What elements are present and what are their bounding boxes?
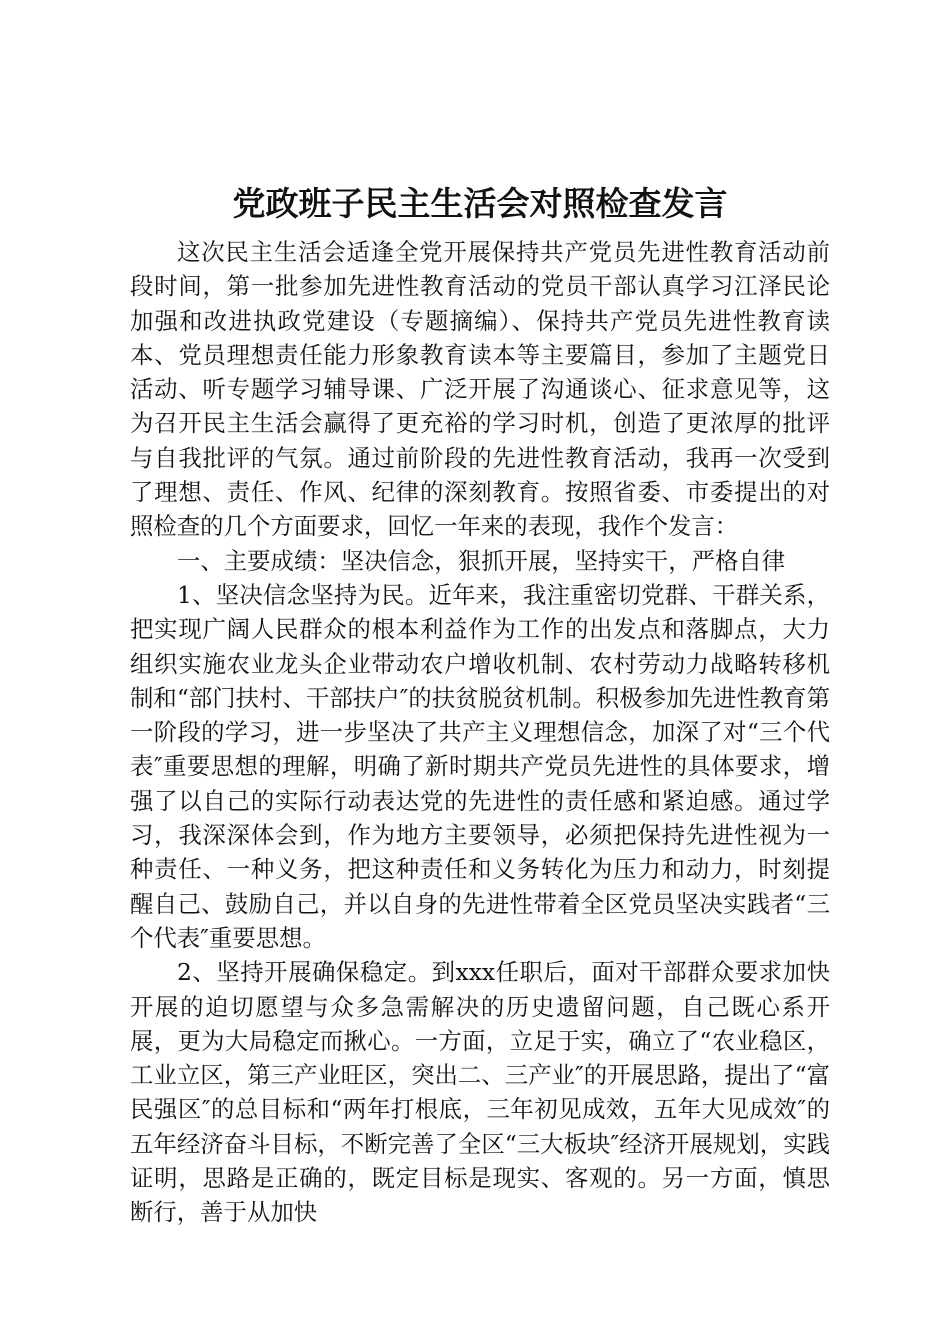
paragraph-point-1: 1、坚决信念坚持为民。近年来，我注重密切党群、干群关系，把实现广阔人民群众的根本利益作为工作的出发点和落脚点，大力组织实施农业龙头企业带动农户增收机制、农村劳动力战略转移机制和“部门扶村、干部扶户″的扶贫脱贫机制。积极参加先进性教育第一阶段的学习，进一步坚决了共产主义理想信念，加深了对“三个代表″重要思想的理解，明确了新时期共产党员先进性的具体要求，增强了以自己的实际行动表达党的先进性的责任感和紧迫感。通过学习，我深深体会到，作为地方主要领导，必须把保持先进性视为一种责任、一种义务，把这种责任和义务转化为压力和动力，时刻提醒自己、鼓励自己，并以自身的先进性带着全区党员坚决实践者“三个代表″重要思想。: [130, 580, 830, 952]
paragraph-point-2: 2、坚持开展确保稳定。到xxx任职后，面对干部群众要求加快开展的迫切愿望与众多急需解决的历史遗留问题，自己既心系开展，更为大局稳定而揪心。一方面，立足于实，确立了“农业稳区，工业立区，第三产业旺区，突出二、三产业″的开展思路，提出了“富民强区″的总目标和“两年打根底，三年初见成效，五年大见成效″的五年经济奋斗目标，不断完善了全区“三大板块″经济开展规划，实践证明，思路是正确的，既定目标是现实、客观的。另一方面，慎思断行，善于从加快: [130, 958, 830, 1227]
section-heading-achievements: 一、主要成绩：坚决信念，狠抓开展，坚持实干，严格自律: [177, 546, 786, 575]
document-title: 党政班子民主生活会对照检查发言: [232, 184, 728, 223]
document-page: [130, 182, 830, 1230]
paragraph-intro: 这次民主生活会适逢全党开展保持共产党员先进性教育活动前段时间，第一批参加先进性教育活动的党员干部认真学习江泽民论加强和改进执政党建设（专题摘编）、保持共产党员先进性教育读本、党员理想责任能力形象教育读本等主要篇目，参加了主题党日活动、听专题学习辅导课、广泛开展了沟通谈心、征求意见等，这为召开民主生活会赢得了更充裕的学习时机，创造了更浓厚的批评与自我批评的气氛。通过前阶段的先进性教育活动，我再一次受到了理想、责任、作风、纪律的深刻教育。按照省委、市委提出的对照检查的几个方面要求，回忆一年来的表现，我作个发言：: [130, 238, 830, 541]
